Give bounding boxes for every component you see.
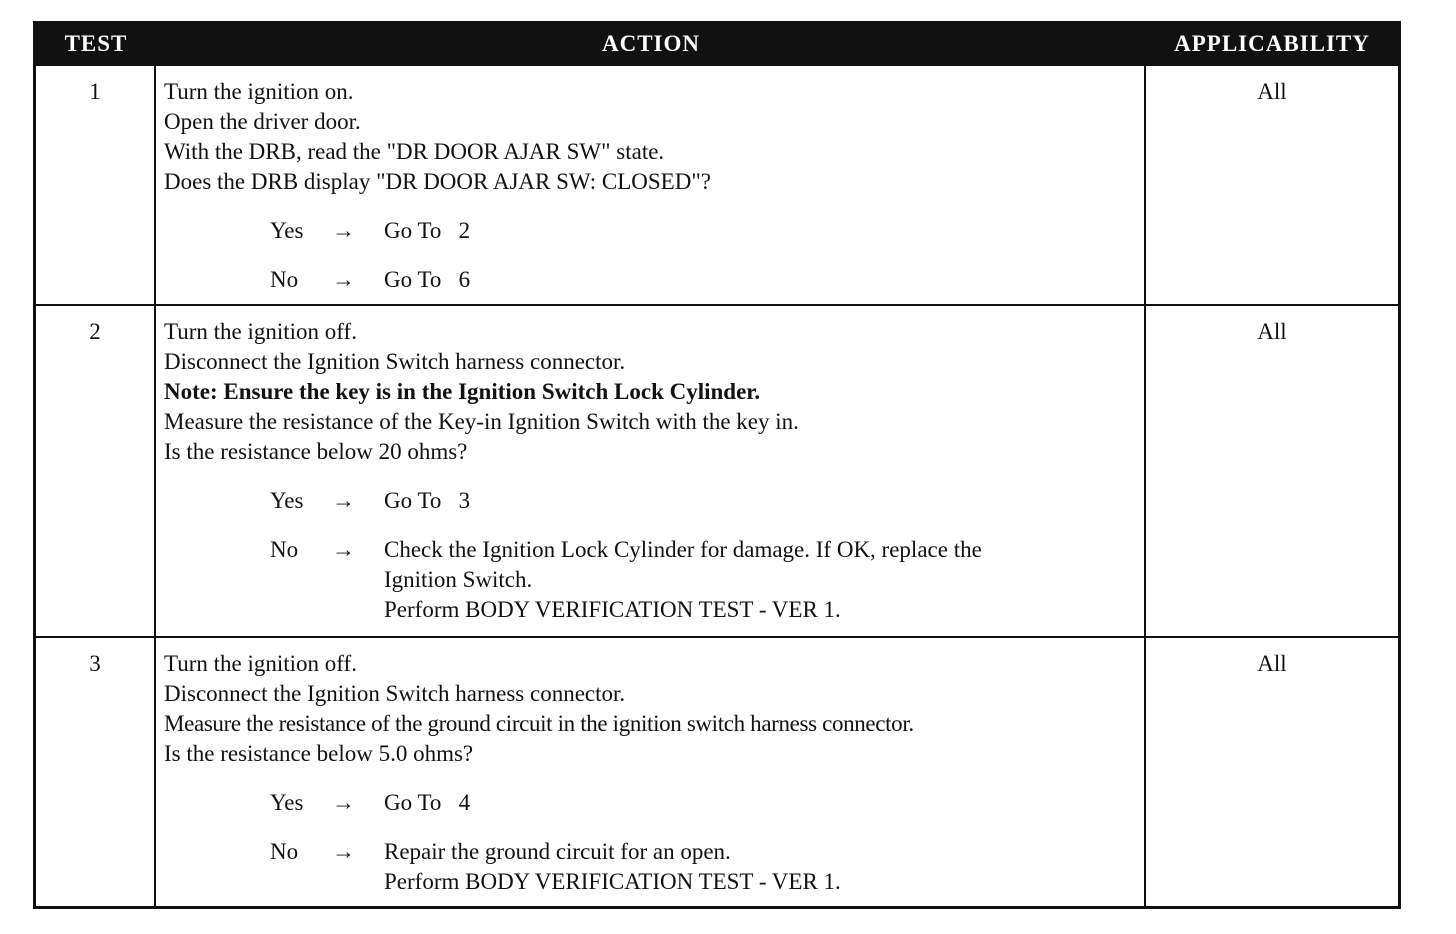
outcome-yes xyxy=(270,788,1140,818)
header-applicability: APPLICABILITY xyxy=(1174,31,1370,56)
header-action: ACTION xyxy=(601,31,700,56)
action-step: Disconnect the Ignition Switch harness connector. xyxy=(164,349,626,374)
outcome-result-line: Ignition Switch. xyxy=(384,567,533,592)
action-cell xyxy=(156,638,1146,906)
arrow-right-icon: → xyxy=(332,488,355,513)
outcome-result-line: Perform BODY VERIFICATION TEST - VER 1. xyxy=(384,597,841,622)
action-step: Disconnect the Ignition Switch harness connector. xyxy=(164,681,626,706)
outcome-no xyxy=(270,265,1140,295)
test-number: 2 xyxy=(36,306,156,636)
diagnostic-test-table xyxy=(33,21,1401,909)
outcome-result-line: Go To 6 xyxy=(384,267,471,292)
action-cell xyxy=(156,66,1146,304)
action-step: Is the resistance below 5.0 ohms? xyxy=(164,741,474,766)
outcome-result-line: Go To 3 xyxy=(384,488,471,513)
outcome-result-line: Go To 2 xyxy=(384,218,471,243)
table-row xyxy=(36,304,1398,636)
action-step: Turn the ignition off. xyxy=(164,319,357,344)
outcome-result xyxy=(384,216,1140,246)
outcome-result-line: Perform BODY VERIFICATION TEST - VER 1. xyxy=(384,869,841,894)
outcome-answer: Yes xyxy=(270,218,304,243)
action-step: Measure the resistance of the ground circuit in the ignition switch harness connector. xyxy=(164,711,914,736)
applicability-value: All xyxy=(1257,79,1287,104)
test-number: 3 xyxy=(36,638,156,906)
outcome-answer: No xyxy=(270,839,299,864)
action-step: Does the DRB display "DR DOOR AJAR SW: CLOSED"? xyxy=(164,169,711,194)
outcome-result-line: Go To 4 xyxy=(384,790,471,815)
outcome-result xyxy=(384,265,1140,295)
arrow-right-icon: → xyxy=(332,267,355,292)
outcome-result xyxy=(384,837,1140,897)
action-step: Measure the resistance of the Key-in Ignition Switch with the key in. xyxy=(164,409,799,434)
action-step: With the DRB, read the "DR DOOR AJAR SW" state. xyxy=(164,139,665,164)
outcome-yes xyxy=(270,486,1140,516)
outcome-answer: Yes xyxy=(270,790,304,815)
action-cell xyxy=(156,306,1146,636)
arrow-right-icon: → xyxy=(332,790,355,815)
header-test: TEST xyxy=(64,31,128,56)
action-step: Turn the ignition off. xyxy=(164,651,357,676)
applicability-value: All xyxy=(1257,651,1287,676)
applicability-value: All xyxy=(1257,319,1287,344)
table-header-row xyxy=(36,24,1398,64)
outcome-no xyxy=(270,535,1140,625)
outcome-result xyxy=(384,535,1140,625)
outcome-result-line: Check the Ignition Lock Cylinder for damage. If OK, replace the xyxy=(384,537,982,562)
outcome-no xyxy=(270,837,1140,897)
test-number: 1 xyxy=(36,66,156,304)
outcome-yes xyxy=(270,216,1140,246)
table-row xyxy=(36,636,1398,906)
action-note: Note: Ensure the key is in the Ignition Switch Lock Cylinder. xyxy=(164,379,761,404)
arrow-right-icon: → xyxy=(332,218,355,243)
table-row xyxy=(36,64,1398,304)
outcome-answer: Yes xyxy=(270,488,304,513)
action-step: Turn the ignition on. xyxy=(164,79,354,104)
outcome-answer: No xyxy=(270,537,299,562)
outcome-result-line: Repair the ground circuit for an open. xyxy=(384,839,731,864)
outcome-result xyxy=(384,486,1140,516)
outcome-answer: No xyxy=(270,267,299,292)
outcome-result xyxy=(384,788,1140,818)
action-step: Open the driver door. xyxy=(164,109,361,134)
arrow-right-icon: → xyxy=(332,537,355,562)
action-step: Is the resistance below 20 ohms? xyxy=(164,439,468,464)
arrow-right-icon: → xyxy=(332,839,355,864)
